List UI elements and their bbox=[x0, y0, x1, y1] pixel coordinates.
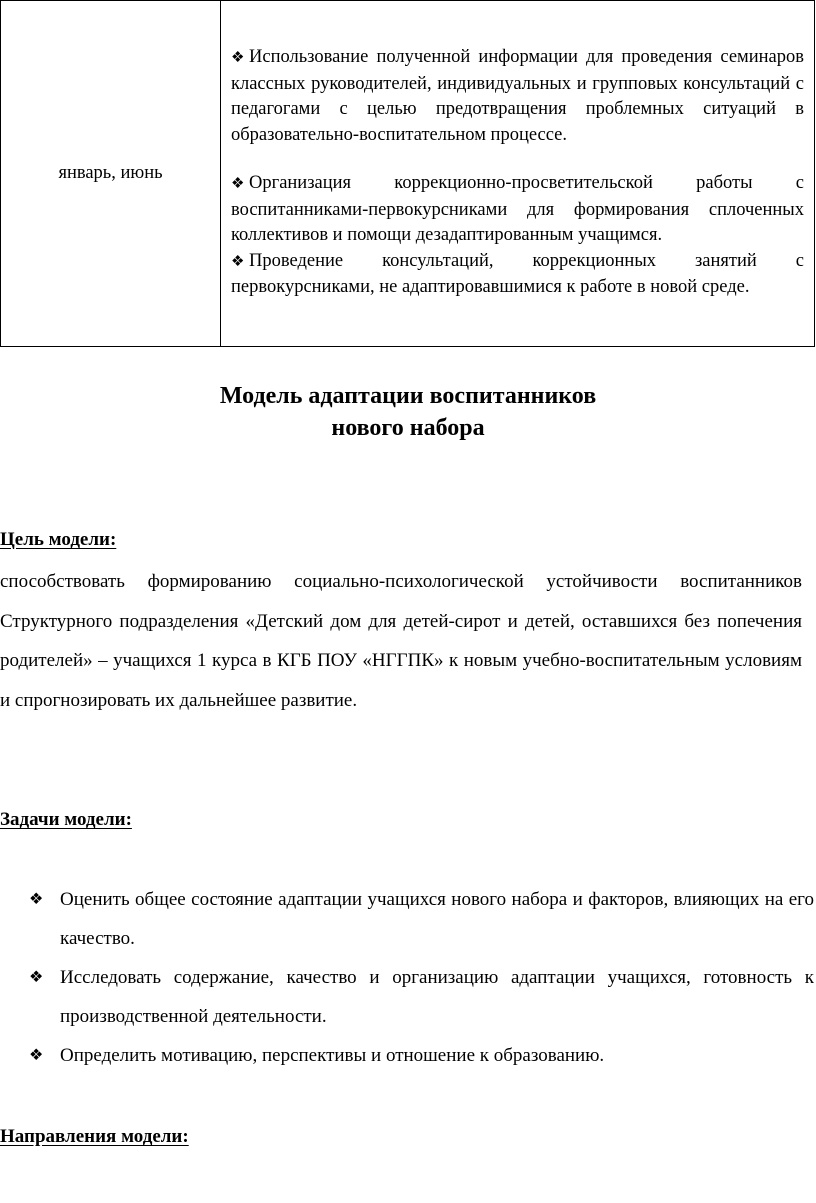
period-cell: январь, июнь bbox=[1, 1, 221, 347]
list-item: ❖ Определить мотивацию, перспективы и отношение к образованию. bbox=[0, 1036, 816, 1075]
table-row bbox=[1, 1, 815, 347]
activity-item: ❖ Использование полученной информации для проведения семинаров классных руководителей, индивидуальных и групповых консультаций с педагогами с целью предотвращения проблемных ситуаций в образовательно-воспитательном процессе. bbox=[231, 47, 804, 145]
tasks-heading: Задачи модели: bbox=[0, 809, 132, 830]
goal-heading: Цель модели: bbox=[0, 529, 117, 550]
diamond-bullet-icon: ❖ bbox=[231, 176, 245, 193]
diamond-bullet-icon: ❖ bbox=[231, 253, 245, 270]
diamond-bullet-icon: ❖ bbox=[29, 969, 44, 986]
list-item: ❖ Исследовать содержание, качество и организацию адаптации учащихся, готовность к производственной деятельности. bbox=[0, 958, 816, 1036]
diamond-bullet-icon: ❖ bbox=[231, 50, 245, 67]
activity-item: ❖ Проведение консультаций, коррекционных занятий с первокурсниками, не адаптировавшимися к работе в новой среде. bbox=[231, 250, 804, 298]
page-title bbox=[0, 380, 816, 444]
tasks-list bbox=[0, 880, 816, 1075]
schedule-table bbox=[0, 0, 815, 347]
goal-text: способствовать формированию социально-психологической устойчивости воспитанников Структурного подразделения «Детский дом для детей-сирот и детей, оставшихся без попечения родителей» – учащихся 1 курса в КГБ ПОУ «НГГПК» к новым учебно-воспитательным условиям и спрогнозировать их дальнейшее развитие. bbox=[0, 571, 802, 711]
directions-heading: Направления модели: bbox=[0, 1126, 189, 1147]
title-line-2: нового набора bbox=[331, 415, 485, 441]
diamond-bullet-icon: ❖ bbox=[29, 1047, 44, 1064]
activity-item: ❖ Организация коррекционно-просветительской работы с воспитанниками-первокурсниками для формирования сплоченных коллективов и помощи дезадаптированным учащимся. bbox=[231, 173, 804, 246]
title-line-1: Модель адаптации воспитанников bbox=[219, 383, 597, 409]
diamond-bullet-icon: ❖ bbox=[29, 891, 44, 908]
activities-cell bbox=[221, 1, 815, 347]
list-item: ❖ Оценить общее состояние адаптации учащихся нового набора и факторов, влияющих на его качество. bbox=[0, 880, 816, 958]
